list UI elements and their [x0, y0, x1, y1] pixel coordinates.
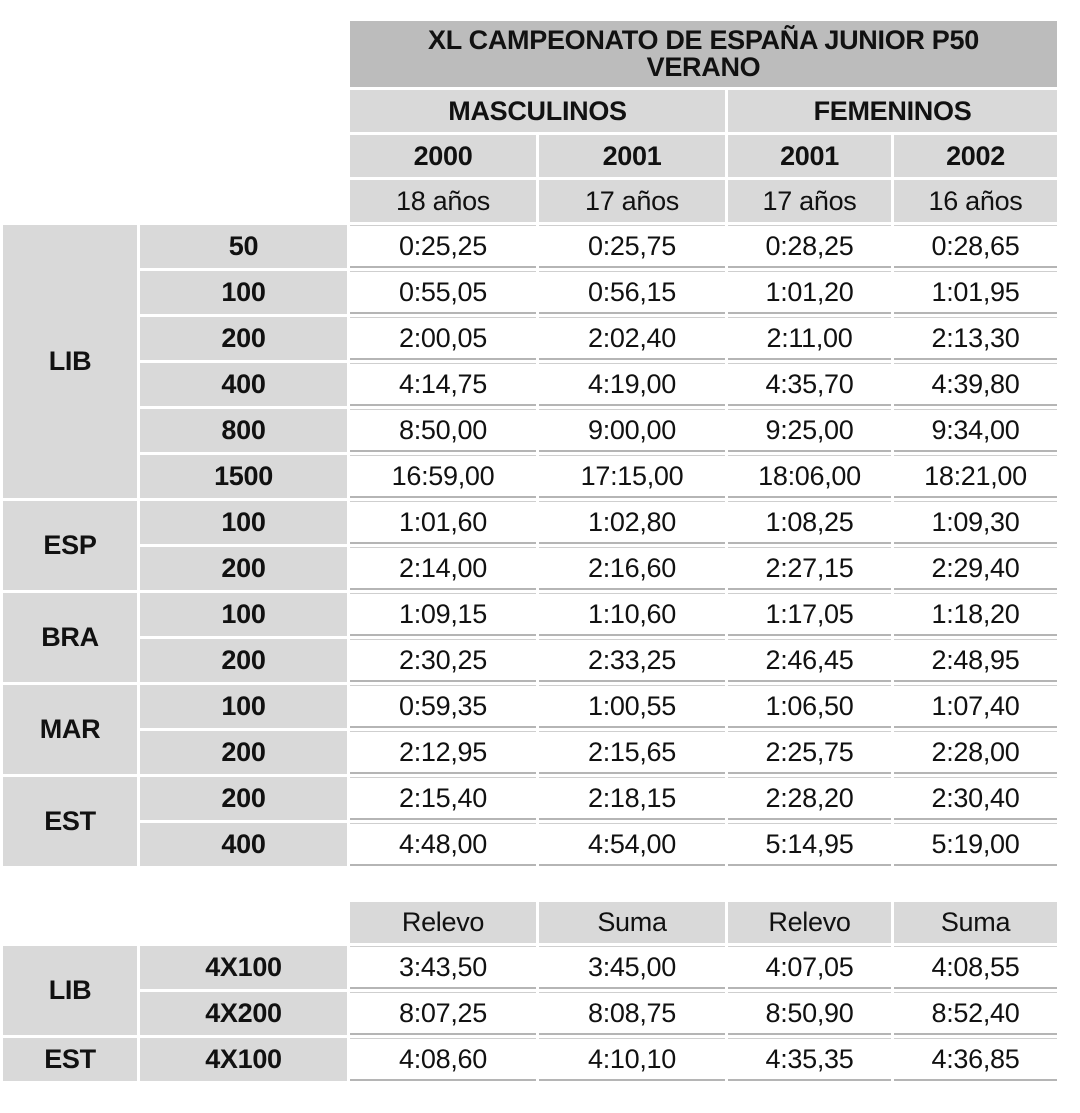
- relays-body: [3, 946, 1057, 1081]
- time-cell: 2:15,65: [539, 731, 725, 774]
- group-header-femeninos: FEMENINOS: [728, 90, 1057, 132]
- time-cell: 2:28,00: [894, 731, 1057, 774]
- table-row: [3, 639, 1057, 682]
- year-header: 2000: [350, 135, 536, 177]
- distance-label: 4X100: [140, 1038, 347, 1081]
- table-row: [3, 823, 1057, 866]
- time-cell: 2:15,40: [350, 777, 536, 820]
- time-cell: 18:06,00: [728, 455, 891, 498]
- time-cell: 1:09,30: [894, 501, 1057, 544]
- relay-column-header: Suma: [539, 902, 725, 943]
- year-header: 2001: [539, 135, 725, 177]
- age-row: [3, 180, 1057, 222]
- time-cell: 2:12,95: [350, 731, 536, 774]
- table-row: [3, 992, 1057, 1035]
- time-cell: 4:39,80: [894, 363, 1057, 406]
- distance-label: 200: [140, 777, 347, 820]
- time-cell: 2:13,30: [894, 317, 1057, 360]
- title-line-2: VERANO: [646, 52, 761, 82]
- time-cell: 2:18,15: [539, 777, 725, 820]
- time-cell: 9:34,00: [894, 409, 1057, 452]
- time-cell: 4:35,35: [728, 1038, 891, 1081]
- championship-title: [350, 21, 1057, 87]
- time-cell: 2:46,45: [728, 639, 891, 682]
- table-row: [3, 455, 1057, 498]
- time-cell: 4:48,00: [350, 823, 536, 866]
- time-cell: 1:00,55: [539, 685, 725, 728]
- time-cell: 1:06,50: [728, 685, 891, 728]
- time-cell: 1:01,95: [894, 271, 1057, 314]
- distance-label: 400: [140, 363, 347, 406]
- time-cell: 0:25,75: [539, 225, 725, 268]
- time-cell: 2:33,25: [539, 639, 725, 682]
- title-row: [3, 21, 1057, 87]
- age-header: 17 años: [539, 180, 725, 222]
- distance-label: 100: [140, 685, 347, 728]
- table-row: [3, 363, 1057, 406]
- table-row: [3, 1038, 1057, 1081]
- distance-label: 400: [140, 823, 347, 866]
- table-row: [3, 731, 1057, 774]
- time-cell: 3:43,50: [350, 946, 536, 989]
- stroke-label: LIB: [3, 946, 137, 1035]
- relay-column-header: Relevo: [728, 902, 891, 943]
- table-row: [3, 271, 1057, 314]
- distance-label: 4X200: [140, 992, 347, 1035]
- distance-label: 200: [140, 639, 347, 682]
- time-cell: 1:01,20: [728, 271, 891, 314]
- time-cell: 4:19,00: [539, 363, 725, 406]
- title-line-1: XL CAMPEONATO DE ESPAÑA JUNIOR P50: [428, 25, 979, 55]
- table-row: [3, 777, 1057, 820]
- time-cell: 0:28,65: [894, 225, 1057, 268]
- time-cell: 2:25,75: [728, 731, 891, 774]
- time-cell: 4:14,75: [350, 363, 536, 406]
- group-row: [3, 90, 1057, 132]
- time-cell: 2:14,00: [350, 547, 536, 590]
- time-cell: 8:07,25: [350, 992, 536, 1035]
- time-cell: 8:50,90: [728, 992, 891, 1035]
- time-cell: 0:25,25: [350, 225, 536, 268]
- time-cell: 4:35,70: [728, 363, 891, 406]
- stroke-label: EST: [3, 777, 137, 866]
- year-row: [3, 135, 1057, 177]
- time-cell: 8:50,00: [350, 409, 536, 452]
- time-cell: 8:52,40: [894, 992, 1057, 1035]
- time-cell: 1:10,60: [539, 593, 725, 636]
- time-cell: 5:14,95: [728, 823, 891, 866]
- distance-label: 200: [140, 731, 347, 774]
- spacer-row: [3, 869, 1057, 899]
- time-cell: 2:27,15: [728, 547, 891, 590]
- time-cell: 2:48,95: [894, 639, 1057, 682]
- time-cell: 9:00,00: [539, 409, 725, 452]
- time-cell: 4:07,05: [728, 946, 891, 989]
- time-cell: 8:08,75: [539, 992, 725, 1035]
- time-cell: 0:59,35: [350, 685, 536, 728]
- stroke-label: BRA: [3, 593, 137, 682]
- time-cell: 1:17,05: [728, 593, 891, 636]
- distance-label: 50: [140, 225, 347, 268]
- time-cell: 4:54,00: [539, 823, 725, 866]
- table-row: [3, 593, 1057, 636]
- group-header-masculinos: MASCULINOS: [350, 90, 725, 132]
- time-cell: 2:30,40: [894, 777, 1057, 820]
- time-cell: 5:19,00: [894, 823, 1057, 866]
- qualifying-times-table: [0, 18, 1060, 1084]
- stroke-label: ESP: [3, 501, 137, 590]
- distance-label: 100: [140, 593, 347, 636]
- stroke-label: EST: [3, 1038, 137, 1081]
- time-cell: 17:15,00: [539, 455, 725, 498]
- time-cell: 4:36,85: [894, 1038, 1057, 1081]
- time-cell: 0:28,25: [728, 225, 891, 268]
- events-body: [3, 225, 1057, 866]
- time-cell: 0:56,15: [539, 271, 725, 314]
- time-cell: 1:02,80: [539, 501, 725, 544]
- qualifying-times-table-wrapper: [0, 18, 1060, 1084]
- distance-label: 100: [140, 271, 347, 314]
- stroke-label: MAR: [3, 685, 137, 774]
- year-header: 2001: [728, 135, 891, 177]
- table-row: [3, 547, 1057, 590]
- distance-label: 800: [140, 409, 347, 452]
- table-row: [3, 501, 1057, 544]
- time-cell: 2:11,00: [728, 317, 891, 360]
- time-cell: 1:09,15: [350, 593, 536, 636]
- age-header: 17 años: [728, 180, 891, 222]
- distance-label: 200: [140, 547, 347, 590]
- time-cell: 2:28,20: [728, 777, 891, 820]
- table-row: [3, 225, 1057, 268]
- time-cell: 2:16,60: [539, 547, 725, 590]
- time-cell: 2:00,05: [350, 317, 536, 360]
- time-cell: 1:01,60: [350, 501, 536, 544]
- stroke-label: LIB: [3, 225, 137, 498]
- time-cell: 2:02,40: [539, 317, 725, 360]
- distance-label: 1500: [140, 455, 347, 498]
- age-header: 16 años: [894, 180, 1057, 222]
- distance-label: 4X100: [140, 946, 347, 989]
- time-cell: 2:29,40: [894, 547, 1057, 590]
- table-row: [3, 317, 1057, 360]
- time-cell: 4:08,55: [894, 946, 1057, 989]
- time-cell: 4:08,60: [350, 1038, 536, 1081]
- time-cell: 1:07,40: [894, 685, 1057, 728]
- table-row: [3, 946, 1057, 989]
- time-cell: 3:45,00: [539, 946, 725, 989]
- time-cell: 1:08,25: [728, 501, 891, 544]
- time-cell: 4:10,10: [539, 1038, 725, 1081]
- time-cell: 16:59,00: [350, 455, 536, 498]
- time-cell: 18:21,00: [894, 455, 1057, 498]
- time-cell: 9:25,00: [728, 409, 891, 452]
- time-cell: 0:55,05: [350, 271, 536, 314]
- table-row: [3, 409, 1057, 452]
- age-header: 18 años: [350, 180, 536, 222]
- time-cell: 1:18,20: [894, 593, 1057, 636]
- time-cell: 2:30,25: [350, 639, 536, 682]
- year-header: 2002: [894, 135, 1057, 177]
- relay-header-row: [3, 902, 1057, 943]
- distance-label: 200: [140, 317, 347, 360]
- relay-column-header: Relevo: [350, 902, 536, 943]
- distance-label: 100: [140, 501, 347, 544]
- relay-column-header: Suma: [894, 902, 1057, 943]
- table-row: [3, 685, 1057, 728]
